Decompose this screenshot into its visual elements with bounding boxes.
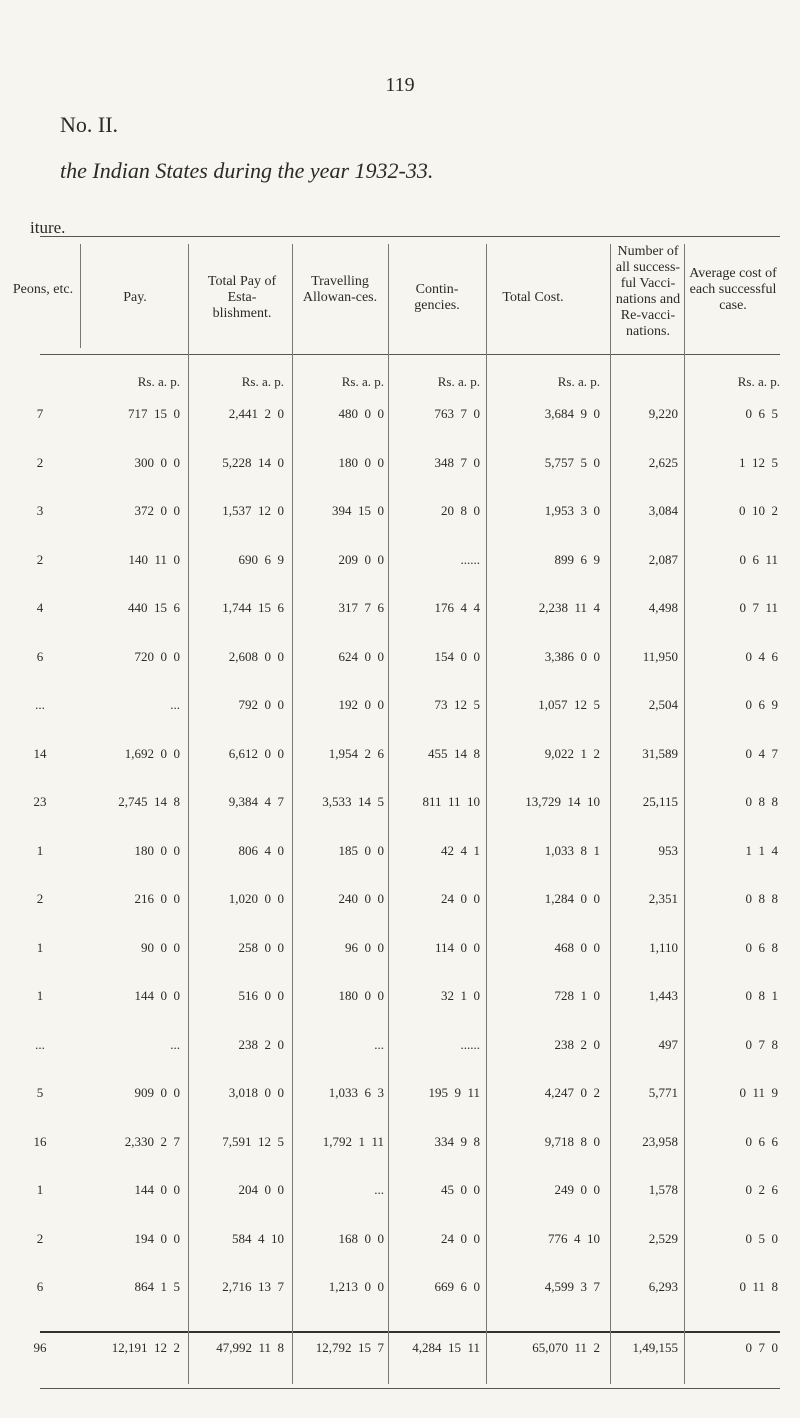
row-13-peons: 1 xyxy=(36,988,44,1003)
row-1-contingencies: 763 7 0 xyxy=(434,406,480,421)
row-10-pay: 180 0 0 xyxy=(134,842,180,858)
totals-row-average-cost: 0 7 0 xyxy=(745,1340,778,1355)
totals-row-peons: 96 xyxy=(33,1340,47,1355)
row-11-total-pay: 1,020 0 0 xyxy=(228,891,284,906)
header-contingencies: Contin-gencies. xyxy=(414,282,460,313)
row-3-total-cost: 1,953 3 0 xyxy=(544,503,600,518)
row-6-contingencies: 154 0 0 xyxy=(434,648,480,664)
row-18-total-pay: 584 4 10 xyxy=(232,1230,284,1246)
row-4-average-cost: 0 6 11 xyxy=(739,551,778,567)
row-18-pay: 194 0 0 xyxy=(134,1230,180,1246)
row-7-total-pay: 792 0 0 xyxy=(238,697,284,712)
row-15-average-cost: 0 11 9 xyxy=(739,1085,778,1100)
row-14-contingencies: ...... xyxy=(460,1036,480,1052)
row-19-total-cost: 4,599 3 7 xyxy=(544,1279,600,1294)
row-14-average-cost: 0 7 8 xyxy=(745,1036,778,1052)
unit-travelling: Rs. a. p. xyxy=(341,374,384,389)
row-12-pay: 90 0 0 xyxy=(141,939,180,955)
row-11-contingencies: 24 0 0 xyxy=(441,891,480,906)
row-13-average-cost: 0 8 1 xyxy=(745,988,778,1003)
row-19-travelling: 1,213 0 0 xyxy=(328,1279,384,1294)
row-16-vaccinations: 23,958 xyxy=(642,1133,678,1149)
row-3-travelling: 394 15 0 xyxy=(332,503,384,518)
row-18-peons: 2 xyxy=(36,1230,44,1246)
row-10-total-pay: 806 4 0 xyxy=(238,842,284,858)
row-17-contingencies: 45 0 0 xyxy=(441,1182,480,1197)
row-2-total-pay: 5,228 14 0 xyxy=(222,454,284,470)
row-8-pay: 1,692 0 0 xyxy=(124,745,180,761)
row-9-peons: 23 xyxy=(33,794,47,809)
row-2-peons: 2 xyxy=(36,454,44,470)
row-1-vaccinations: 9,220 xyxy=(648,406,678,421)
row-15-total-cost: 4,247 0 2 xyxy=(544,1085,600,1100)
row-2-travelling: 180 0 0 xyxy=(338,454,384,470)
row-13-contingencies: 32 1 0 xyxy=(441,988,480,1003)
row-17-peons: 1 xyxy=(36,1182,44,1197)
row-19-contingencies: 669 6 0 xyxy=(434,1279,480,1294)
row-16-average-cost: 0 6 6 xyxy=(745,1133,778,1149)
row-8-peons: 14 xyxy=(33,745,47,761)
row-19-total-pay: 2,716 13 7 xyxy=(222,1279,284,1294)
row-3-pay: 372 0 0 xyxy=(134,503,180,518)
row-18-travelling: 168 0 0 xyxy=(338,1230,384,1246)
row-15-contingencies: 195 9 11 xyxy=(428,1085,480,1100)
row-13-travelling: 180 0 0 xyxy=(338,988,384,1003)
row-13-total-pay: 516 0 0 xyxy=(238,988,284,1003)
header-rule xyxy=(40,354,780,355)
row-5-vaccinations: 4,498 xyxy=(648,600,678,615)
row-14-peons: ... xyxy=(35,1036,45,1052)
row-17-total-pay: 204 0 0 xyxy=(238,1182,284,1197)
row-16-peons: 16 xyxy=(33,1133,47,1149)
row-11-travelling: 240 0 0 xyxy=(338,891,384,906)
row-6-peons: 6 xyxy=(36,648,44,664)
row-7-contingencies: 73 12 5 xyxy=(434,697,480,712)
header-vaccinations: Number of all success-ful Vacci-nations and Re-vacci-nations. xyxy=(615,244,681,339)
unit-total-pay: Rs. a. p. xyxy=(241,374,284,389)
row-12-travelling: 96 0 0 xyxy=(345,939,384,955)
row-2-vaccinations: 2,625 xyxy=(648,454,678,470)
row-16-pay: 2,330 2 7 xyxy=(124,1133,180,1149)
row-11-vaccinations: 2,351 xyxy=(648,891,678,906)
row-12-vaccinations: 1,110 xyxy=(649,939,678,955)
row-1-total-pay: 2,441 2 0 xyxy=(228,406,284,421)
row-9-total-pay: 9,384 4 7 xyxy=(228,794,284,809)
row-7-vaccinations: 2,504 xyxy=(648,697,678,712)
row-5-average-cost: 0 7 11 xyxy=(739,600,778,615)
row-9-total-cost: 13,729 14 10 xyxy=(525,794,600,809)
col-sep-1 xyxy=(80,244,81,348)
row-14-total-cost: 238 2 0 xyxy=(554,1036,600,1052)
row-14-travelling: ... xyxy=(374,1036,384,1052)
row-4-total-cost: 899 6 9 xyxy=(554,551,600,567)
row-4-pay: 140 11 0 xyxy=(128,551,180,567)
row-8-average-cost: 0 4 7 xyxy=(745,745,778,761)
row-7-average-cost: 0 6 9 xyxy=(745,697,778,712)
totals-rule xyxy=(40,1331,780,1333)
row-16-total-cost: 9,718 8 0 xyxy=(544,1133,600,1149)
row-2-average-cost: 1 12 5 xyxy=(739,454,778,470)
row-4-total-pay: 690 6 9 xyxy=(238,551,284,567)
row-10-travelling: 185 0 0 xyxy=(338,842,384,858)
page-number: 119 xyxy=(385,74,415,96)
row-11-total-cost: 1,284 0 0 xyxy=(544,891,600,906)
row-15-travelling: 1,033 6 3 xyxy=(328,1085,384,1100)
totals-row-total-pay: 47,992 11 8 xyxy=(216,1340,284,1355)
row-18-vaccinations: 2,529 xyxy=(648,1230,678,1246)
row-1-travelling: 480 0 0 xyxy=(338,406,384,421)
row-16-total-pay: 7,591 12 5 xyxy=(222,1133,284,1149)
row-12-total-cost: 468 0 0 xyxy=(554,939,600,955)
unit-pay: Rs. a. p. xyxy=(137,374,180,389)
row-19-pay: 864 1 5 xyxy=(134,1279,180,1294)
row-12-peons: 1 xyxy=(36,939,44,955)
bottom-rule xyxy=(40,1388,780,1389)
row-8-total-cost: 9,022 1 2 xyxy=(544,745,600,761)
row-14-vaccinations: 497 xyxy=(658,1036,678,1052)
row-15-vaccinations: 5,771 xyxy=(648,1085,678,1100)
row-15-pay: 909 0 0 xyxy=(134,1085,180,1100)
header-total-pay: Total Pay of Esta-blishment. xyxy=(207,274,277,321)
row-9-average-cost: 0 8 8 xyxy=(745,794,778,809)
row-1-average-cost: 0 6 5 xyxy=(745,406,778,421)
row-8-travelling: 1,954 2 6 xyxy=(328,745,384,761)
row-3-peons: 3 xyxy=(36,503,44,518)
header-peons: Peons, etc. xyxy=(12,282,74,297)
continued-heading: iture. xyxy=(30,218,66,237)
row-6-total-pay: 2,608 0 0 xyxy=(228,648,284,664)
row-5-total-pay: 1,744 15 6 xyxy=(222,600,284,615)
row-12-total-pay: 258 0 0 xyxy=(238,939,284,955)
row-7-total-cost: 1,057 12 5 xyxy=(538,697,600,712)
row-14-pay: ... xyxy=(170,1036,180,1052)
row-8-total-pay: 6,612 0 0 xyxy=(228,745,284,761)
row-6-vaccinations: 11,950 xyxy=(642,648,678,664)
row-4-vaccinations: 2,087 xyxy=(648,551,678,567)
totals-row-contingencies: 4,284 15 11 xyxy=(412,1340,480,1355)
table-number: No. II. xyxy=(60,112,119,137)
col-sep-5 xyxy=(486,244,487,1384)
row-3-vaccinations: 3,084 xyxy=(648,503,678,518)
row-9-pay: 2,745 14 8 xyxy=(118,794,180,809)
header-pay: Pay. xyxy=(123,290,147,305)
totals-row-vaccinations: 1,49,155 xyxy=(632,1340,678,1355)
row-10-total-cost: 1,033 8 1 xyxy=(544,842,600,858)
row-11-average-cost: 0 8 8 xyxy=(745,891,778,906)
unit-contingencies: Rs. a. p. xyxy=(437,374,480,389)
totals-row-travelling: 12,792 15 7 xyxy=(315,1340,384,1355)
row-19-average-cost: 0 11 8 xyxy=(739,1279,778,1294)
row-5-contingencies: 176 4 4 xyxy=(434,600,480,615)
row-14-total-pay: 238 2 0 xyxy=(238,1036,284,1052)
row-5-total-cost: 2,238 11 4 xyxy=(538,600,600,615)
row-17-total-cost: 249 0 0 xyxy=(554,1182,600,1197)
row-1-pay: 717 15 0 xyxy=(128,406,180,421)
header-average-cost: Average cost of each successful case. xyxy=(689,266,777,313)
row-18-total-cost: 776 4 10 xyxy=(548,1230,600,1246)
row-17-vaccinations: 1,578 xyxy=(648,1182,678,1197)
row-13-pay: 144 0 0 xyxy=(134,988,180,1003)
row-6-pay: 720 0 0 xyxy=(134,648,180,664)
col-sep-6 xyxy=(610,244,611,1384)
row-5-travelling: 317 7 6 xyxy=(338,600,384,615)
row-6-average-cost: 0 4 6 xyxy=(745,648,778,664)
totals-row-pay: 12,191 12 2 xyxy=(111,1340,180,1355)
row-6-total-cost: 3,386 0 0 xyxy=(544,648,600,664)
row-18-contingencies: 24 0 0 xyxy=(441,1230,480,1246)
header-total-cost: Total Cost. xyxy=(502,290,564,305)
row-4-travelling: 209 0 0 xyxy=(338,551,384,567)
row-1-peons: 7 xyxy=(36,406,44,421)
row-11-pay: 216 0 0 xyxy=(134,891,180,906)
row-2-contingencies: 348 7 0 xyxy=(434,454,480,470)
row-16-travelling: 1,792 1 11 xyxy=(322,1133,384,1149)
row-17-average-cost: 0 2 6 xyxy=(745,1182,778,1197)
row-10-peons: 1 xyxy=(36,842,44,858)
row-19-vaccinations: 6,293 xyxy=(648,1279,678,1294)
row-3-contingencies: 20 8 0 xyxy=(441,503,480,518)
row-9-contingencies: 811 11 10 xyxy=(422,794,480,809)
unit-average: Rs. a. p. xyxy=(737,374,780,389)
row-10-average-cost: 1 1 4 xyxy=(745,842,778,858)
row-11-peons: 2 xyxy=(36,891,44,906)
row-3-total-pay: 1,537 12 0 xyxy=(222,503,284,518)
col-sep-3 xyxy=(292,244,293,1384)
row-3-average-cost: 0 10 2 xyxy=(739,503,778,518)
row-12-average-cost: 0 6 8 xyxy=(745,939,778,955)
totals-row-total-cost: 65,070 11 2 xyxy=(532,1340,600,1355)
row-7-pay: ... xyxy=(170,697,180,712)
row-15-peons: 5 xyxy=(36,1085,44,1100)
row-10-vaccinations: 953 xyxy=(658,842,678,858)
unit-total-cost: Rs. a. p. xyxy=(557,374,600,389)
row-15-total-pay: 3,018 0 0 xyxy=(228,1085,284,1100)
header-travelling: Travelling Allowan-ces. xyxy=(302,274,378,305)
row-19-peons: 6 xyxy=(36,1279,44,1294)
row-4-peons: 2 xyxy=(36,551,44,567)
row-5-peons: 4 xyxy=(36,600,44,615)
row-6-travelling: 624 0 0 xyxy=(338,648,384,664)
row-4-contingencies: ...... xyxy=(460,551,480,567)
row-7-travelling: 192 0 0 xyxy=(338,697,384,712)
table-title: the Indian States during the year 1932-33. xyxy=(60,158,434,183)
row-9-travelling: 3,533 14 5 xyxy=(322,794,384,809)
row-18-average-cost: 0 5 0 xyxy=(745,1230,778,1246)
row-2-pay: 300 0 0 xyxy=(134,454,180,470)
row-12-contingencies: 114 0 0 xyxy=(434,939,480,955)
row-17-travelling: ... xyxy=(374,1182,384,1197)
row-7-peons: ... xyxy=(35,697,45,712)
row-2-total-cost: 5,757 5 0 xyxy=(544,454,600,470)
col-sep-2 xyxy=(188,244,189,1384)
row-13-total-cost: 728 1 0 xyxy=(554,988,600,1003)
row-5-pay: 440 15 6 xyxy=(128,600,180,615)
row-8-vaccinations: 31,589 xyxy=(642,745,678,761)
row-8-contingencies: 455 14 8 xyxy=(428,745,480,761)
row-9-vaccinations: 25,115 xyxy=(642,794,678,809)
row-17-pay: 144 0 0 xyxy=(134,1182,180,1197)
row-10-contingencies: 42 4 1 xyxy=(441,842,480,858)
row-16-contingencies: 334 9 8 xyxy=(434,1133,480,1149)
row-13-vaccinations: 1,443 xyxy=(648,988,678,1003)
col-sep-7 xyxy=(684,244,685,1384)
col-sep-4 xyxy=(388,244,389,1384)
row-1-total-cost: 3,684 9 0 xyxy=(544,406,600,421)
top-rule xyxy=(40,236,780,237)
